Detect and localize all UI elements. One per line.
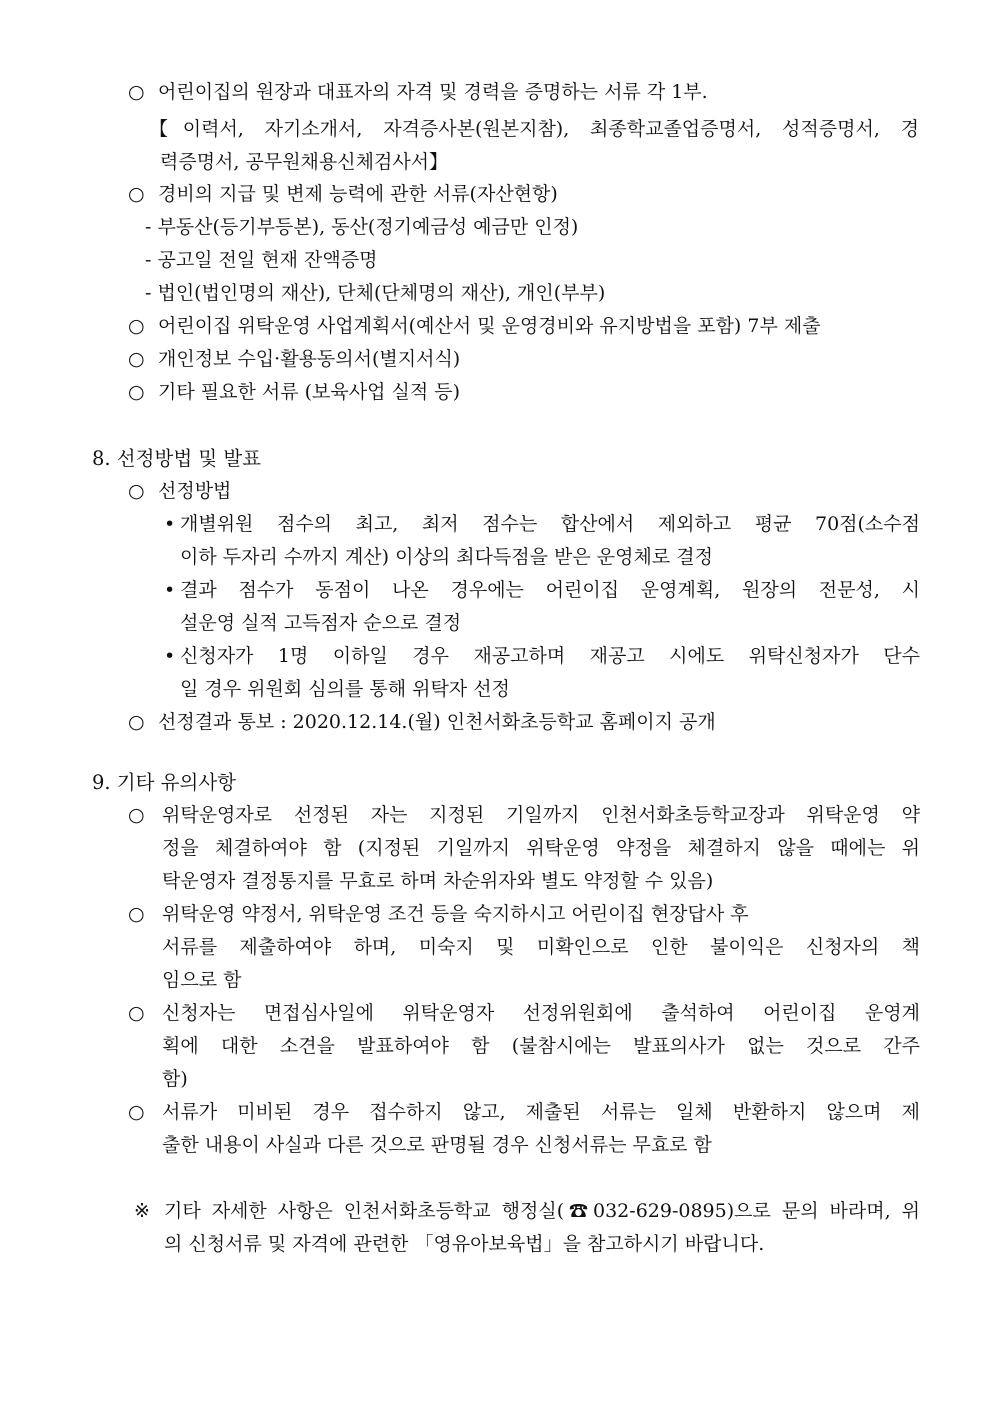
circle-marker: ○ <box>128 711 145 733</box>
selection-bullet-line: 신청자가 1명 이하일 경우 재공고하며 재공고 시에도 위탁신청자가 단수 <box>180 645 920 667</box>
selection-bullet-line: 이하 두자리 수까지 계산) 이상의 최다득점을 받은 운영체로 결정 <box>180 546 713 568</box>
notice-item-line: 위탁운영 약정서, 위탁운영 조건 등을 숙지하시고 어린이집 현장답사 후 <box>162 903 749 925</box>
contact-note-line: 기타 자세한 사항은 인천서화초등학교 행정실(☎032-629-0895)으로 문의 바라며, 위 <box>164 1200 920 1222</box>
business-plan-text: 어린이집 위탁운영 사업계획서(예산서 및 운영경비와 유지방법을 포함) 7부 제출 <box>158 315 821 337</box>
funding-sub-item: - 공고일 전일 현재 잔액증명 <box>145 249 378 271</box>
notice-item-line: 정을 체결하여야 함 (지정된 기일까지 위탁운영 약정을 체결하지 않을 때에는 위 <box>162 837 920 859</box>
docs-qualification-detail-line2: 력증명서, 공무원채용신체검사서】 <box>160 151 449 173</box>
funding-docs-text: 경비의 지급 및 변제 능력에 관한 서류(자산현항) <box>158 183 558 205</box>
circle-marker: ○ <box>128 1002 145 1024</box>
selection-bullet-line: 개별위원 점수의 최고, 최저 점수는 합산에서 제외하고 평균 70점(소수점 <box>180 513 920 535</box>
bullet-marker: • <box>164 513 176 535</box>
circle-marker: ○ <box>128 903 145 925</box>
docs-qualification-text: 어린이집의 원장과 대표자의 자격 및 경력을 증명하는 서류 각 1부. <box>158 81 708 103</box>
section-8-heading: 8. 선정방법 및 발표 <box>92 447 262 470</box>
notice-item-line: 서류가 미비된 경우 접수하지 않고, 제출된 서류는 일체 반환하지 않으며 제 <box>162 1101 920 1123</box>
notice-item-line: 획에 대한 소견을 발표하여야 함 (불참시에는 발표의사가 없는 것으로 간주 <box>162 1035 920 1057</box>
selection-bullet-line: 설운영 실적 고득점자 순으로 결정 <box>180 612 462 634</box>
circle-marker: ○ <box>128 348 145 370</box>
circle-marker: ○ <box>128 183 145 205</box>
section-9-heading: 9. 기타 유의사항 <box>92 771 237 794</box>
notice-item-line: 위탁운영자로 선정된 자는 지정된 기일까지 인천서화초등학교장과 위탁운영 약 <box>162 804 920 826</box>
bullet-marker: • <box>164 579 176 601</box>
notice-item-line: 신청자는 면접심사일에 위탁운영자 선정위원회에 출석하여 어린이집 운영계 <box>162 1002 920 1024</box>
notice-item-line: 임으로 함 <box>162 969 242 991</box>
circle-marker: ○ <box>128 1101 145 1123</box>
reference-mark: ※ <box>134 1200 150 1222</box>
circle-marker: ○ <box>128 315 145 337</box>
selection-method-title: 선정방법 <box>158 480 232 502</box>
selection-bullet-line: 일 경우 위원회 심의를 통해 위탁자 선정 <box>180 678 510 700</box>
selection-bullet-line: 결과 점수가 동점이 나온 경우에는 어린이집 운영계획, 원장의 전문성, 시 <box>180 579 920 601</box>
contact-note-line: 의 신청서류 및 자격에 관련한 「영유아보육법」을 참고하시기 바랍니다. <box>164 1233 765 1255</box>
privacy-consent-text: 개인정보 수입·활용동의서(별지서식) <box>158 348 461 370</box>
circle-marker: ○ <box>128 804 145 826</box>
other-docs-text: 기타 필요한 서류 (보육사업 실적 등) <box>158 381 460 403</box>
bullet-marker: • <box>164 645 176 667</box>
funding-sub-item: - 법인(법인명의 재산), 단체(단체명의 재산), 개인(부부) <box>145 282 606 304</box>
circle-marker: ○ <box>128 81 145 103</box>
notice-item-line: 서류를 제출하여야 하며, 미숙지 및 미확인으로 인한 불이익은 신청자의 책 <box>162 936 920 958</box>
docs-qualification-detail-line1: 【이력서, 자기소개서, 자격증사본(원본지참), 최종학교졸업증명서, 성적증명서, 경 <box>149 118 919 140</box>
result-notice-text: 선정결과 통보 : 2020.12.14.(월) 인천서화초등학교 홈페이지 공개 <box>158 711 716 733</box>
notice-item-line: 탁운영자 결정통지를 무효로 하며 차순위자와 별도 약정할 수 있음) <box>162 870 714 892</box>
notice-item-line: 함) <box>162 1068 188 1090</box>
circle-marker: ○ <box>128 381 145 403</box>
notice-item-line: 출한 내용이 사실과 다른 것으로 판명될 경우 신청서류는 무효로 함 <box>162 1134 712 1156</box>
circle-marker: ○ <box>128 480 145 502</box>
funding-sub-item: - 부동산(등기부등본), 동산(정기예금성 예금만 인정) <box>145 216 579 238</box>
